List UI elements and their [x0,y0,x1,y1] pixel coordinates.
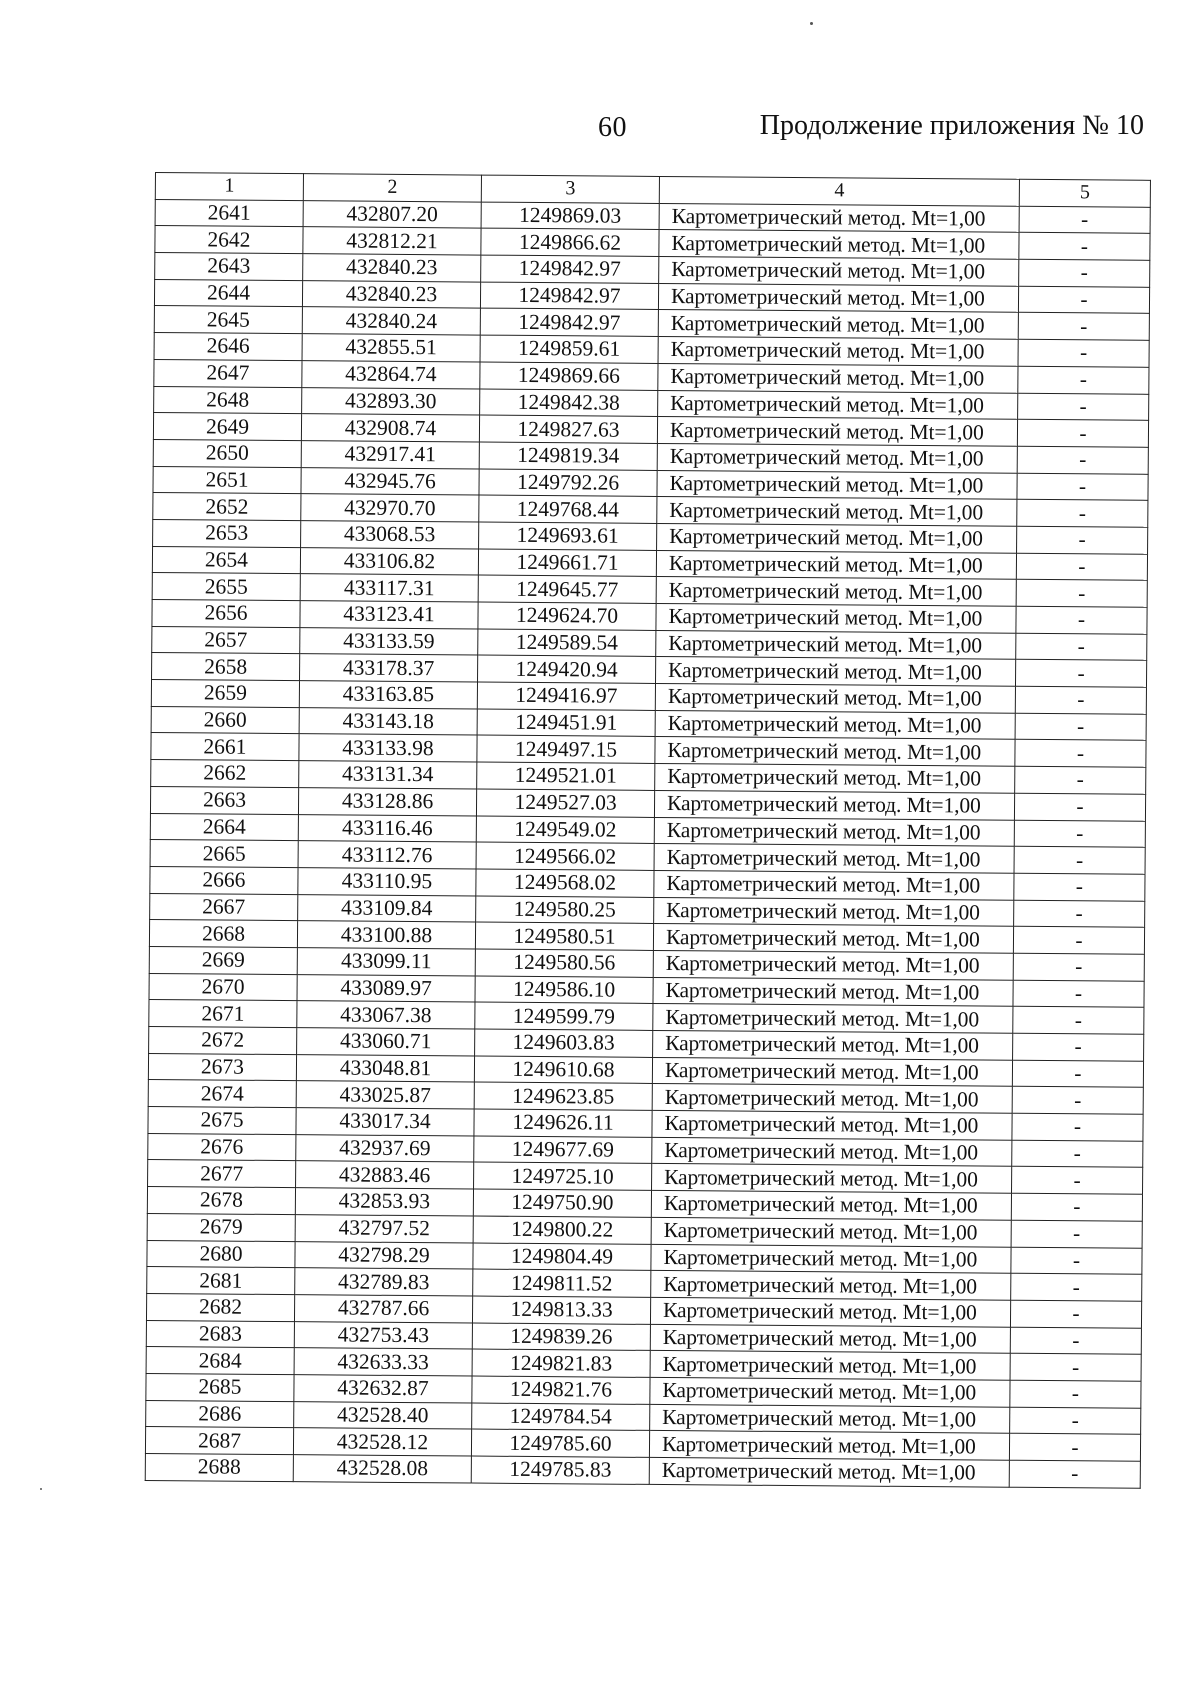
note-cell: - [1010,1407,1141,1435]
y-coordinate: 1249725.10 [474,1162,652,1190]
note-cell: - [1015,740,1146,768]
y-coordinate: 1249580.56 [475,949,653,977]
point-number: 2648 [154,386,302,414]
y-coordinate: 1249497.15 [477,735,655,763]
x-coordinate: 433133.59 [300,627,478,655]
method-cell: Картометрический метод. Mt=1,00 [654,870,1014,900]
point-number: 2657 [152,626,300,654]
point-number: 2666 [150,866,298,894]
y-coordinate: 1249750.90 [473,1189,651,1217]
method-cell: Картометрический метод. Mt=1,00 [657,443,1017,473]
note-cell: - [1017,500,1148,528]
method-cell: Картометрический метод. Mt=1,00 [655,764,1015,794]
y-coordinate: 1249813.33 [472,1296,650,1324]
x-coordinate: 432528.40 [294,1401,472,1429]
method-cell: Картометрический метод. Mt=1,00 [650,1324,1010,1354]
point-number: 2643 [155,253,303,281]
note-cell: - [1016,553,1147,581]
y-coordinate: 1249599.79 [475,1002,653,1030]
column-header-2: 2 [303,174,481,202]
table-body [145,199,1150,1488]
x-coordinate: 433112.76 [298,841,476,869]
point-number: 2682 [146,1293,294,1321]
note-cell: - [1017,446,1148,474]
point-number: 2641 [155,199,303,227]
method-cell: Картометрический метод. Mt=1,00 [659,203,1019,233]
note-cell: - [1013,1007,1144,1035]
x-coordinate: 433133.98 [299,734,477,762]
x-coordinate: 432753.43 [294,1321,472,1349]
y-coordinate: 1249800.22 [473,1216,651,1244]
point-number: 2678 [147,1187,295,1215]
x-coordinate: 433099.11 [297,948,475,976]
y-coordinate: 1249603.83 [475,1029,653,1057]
y-coordinate: 1249624.70 [478,602,656,630]
x-coordinate: 433116.46 [298,814,476,842]
x-coordinate: 433131.34 [299,761,477,789]
note-cell: - [1011,1247,1142,1275]
point-number: 2662 [151,760,299,788]
x-coordinate: 433143.18 [299,707,477,735]
method-cell: Картометрический метод. Mt=1,00 [653,977,1013,1007]
point-number: 2685 [146,1373,294,1401]
x-coordinate: 432945.76 [301,467,479,495]
y-coordinate: 1249549.02 [476,816,654,844]
y-coordinate: 1249416.97 [477,682,655,710]
column-header-5: 5 [1019,179,1150,207]
x-coordinate: 432633.33 [294,1348,472,1376]
point-number: 2671 [149,1000,297,1028]
method-cell: Картометрический метод. Mt=1,00 [659,230,1019,260]
y-coordinate: 1249866.62 [481,228,659,256]
note-cell: - [1013,927,1144,955]
x-coordinate: 433109.84 [298,894,476,922]
note-cell: - [1014,820,1145,848]
note-cell: - [1012,1060,1143,1088]
point-number: 2673 [148,1053,296,1081]
note-cell: - [1015,686,1146,714]
method-cell: Картометрический метод. Mt=1,00 [656,577,1016,607]
x-coordinate: 433067.38 [297,1001,475,1029]
method-cell: Картометрический метод. Mt=1,00 [658,363,1018,393]
y-coordinate: 1249693.61 [479,522,657,550]
point-number: 2672 [149,1026,297,1054]
method-cell: Картометрический метод. Mt=1,00 [649,1431,1009,1461]
x-coordinate: 432528.12 [293,1428,471,1456]
y-coordinate: 1249661.71 [478,549,656,577]
x-coordinate: 432917.41 [301,441,479,469]
method-cell: Картометрический метод. Mt=1,00 [658,337,1018,367]
y-coordinate: 1249869.03 [481,202,659,230]
note-cell: - [1013,980,1144,1008]
y-coordinate: 1249821.76 [472,1376,650,1404]
point-number: 2660 [151,706,299,734]
y-coordinate: 1249827.63 [479,415,657,443]
note-cell: - [1015,660,1146,688]
coordinates-table [145,172,1151,1488]
note-cell: - [1015,766,1146,794]
note-cell: - [1018,366,1149,394]
y-coordinate: 1249521.01 [477,762,655,790]
note-cell: - [1014,793,1145,821]
method-cell: Картометрический метод. Mt=1,00 [649,1457,1009,1487]
method-cell: Картометрический метод. Mt=1,00 [655,684,1015,714]
note-cell: - [1014,873,1145,901]
point-number: 2651 [153,466,301,494]
note-cell: - [1016,606,1147,634]
page-heading: Продолжение приложения № 10 [759,110,1144,141]
x-coordinate: 432797.52 [295,1214,473,1242]
x-coordinate: 432937.69 [296,1134,474,1162]
method-cell: Картометрический метод. Mt=1,00 [652,1137,1012,1167]
x-coordinate: 432840.23 [303,254,481,282]
point-number: 2663 [150,786,298,814]
method-cell: Картометрический метод. Mt=1,00 [658,390,1018,420]
point-number: 2679 [147,1213,295,1241]
x-coordinate: 433110.95 [298,868,476,896]
method-cell: Картометрический метод. Mt=1,00 [651,1271,1011,1301]
x-coordinate: 432840.24 [302,307,480,335]
method-cell: Картометрический метод. Mt=1,00 [651,1244,1011,1274]
method-cell: Картометрический метод. Mt=1,00 [657,497,1017,527]
method-cell: Картометрический метод. Mt=1,00 [651,1217,1011,1247]
x-coordinate: 432855.51 [302,334,480,362]
point-number: 2668 [149,920,297,948]
x-coordinate: 432864.74 [302,360,480,388]
x-coordinate: 432970.70 [301,494,479,522]
x-coordinate: 432883.46 [296,1161,474,1189]
note-cell: - [1010,1327,1141,1355]
x-coordinate: 432807.20 [303,200,481,228]
y-coordinate: 1249821.83 [472,1349,650,1377]
note-cell: - [1016,580,1147,608]
y-coordinate: 1249580.51 [475,922,653,950]
method-cell: Картометрический метод. Mt=1,00 [653,1030,1013,1060]
y-coordinate: 1249645.77 [478,575,656,603]
y-coordinate: 1249842.97 [480,282,658,310]
method-cell: Картометрический метод. Mt=1,00 [652,1057,1012,1087]
x-coordinate: 432893.30 [302,387,480,415]
note-cell: - [1012,1113,1143,1141]
note-cell: - [1014,900,1145,928]
x-coordinate: 433178.37 [300,654,478,682]
y-coordinate: 1249842.38 [480,389,658,417]
x-coordinate: 432528.08 [293,1455,471,1483]
y-coordinate: 1249527.03 [476,789,654,817]
method-cell: Картометрический метод. Mt=1,00 [653,1004,1013,1034]
y-coordinate: 1249819.34 [479,442,657,470]
column-header-3: 3 [481,175,659,203]
y-coordinate: 1249610.68 [474,1056,652,1084]
x-coordinate: 432840.23 [302,280,480,308]
x-coordinate: 433089.97 [297,974,475,1002]
x-coordinate: 432853.93 [295,1188,473,1216]
method-cell: Картометрический метод. Mt=1,00 [656,603,1016,633]
y-coordinate: 1249811.52 [473,1269,651,1297]
note-cell: - [1010,1300,1141,1328]
method-cell: Картометрический метод. Mt=1,00 [650,1377,1010,1407]
method-cell: Картометрический метод. Mt=1,00 [659,257,1019,287]
point-number: 2681 [147,1267,295,1295]
y-coordinate: 1249586.10 [475,976,653,1004]
y-coordinate: 1249785.60 [471,1429,649,1457]
method-cell: Картометрический метод. Mt=1,00 [656,630,1016,660]
note-cell: - [1014,846,1145,874]
note-cell: - [1013,953,1144,981]
x-coordinate: 433117.31 [300,574,478,602]
note-cell: - [1010,1380,1141,1408]
method-cell: Картометрический метод. Mt=1,00 [651,1191,1011,1221]
note-cell: - [1017,473,1148,501]
x-coordinate: 433060.71 [297,1028,475,1056]
note-cell: - [1009,1434,1140,1462]
y-coordinate: 1249859.61 [480,335,658,363]
point-number: 2683 [146,1320,294,1348]
point-number: 2665 [150,840,298,868]
point-number: 2650 [153,439,301,467]
y-coordinate: 1249451.91 [477,709,655,737]
note-cell: - [1012,1087,1143,1115]
x-coordinate: 433068.53 [301,521,479,549]
y-coordinate: 1249792.26 [479,469,657,497]
y-coordinate: 1249623.85 [474,1082,652,1110]
method-cell: Картометрический метод. Mt=1,00 [655,737,1015,767]
method-cell: Картометрический метод. Mt=1,00 [655,710,1015,740]
x-coordinate: 433048.81 [296,1054,474,1082]
note-cell: - [1011,1220,1142,1248]
method-cell: Картометрический метод. Mt=1,00 [650,1404,1010,1434]
point-number: 2667 [150,893,298,921]
x-coordinate: 433163.85 [299,681,477,709]
x-coordinate: 432789.83 [295,1268,473,1296]
note-cell: - [1018,339,1149,367]
point-number: 2658 [152,653,300,681]
method-cell: Картометрический метод. Mt=1,00 [650,1297,1010,1327]
y-coordinate: 1249768.44 [479,495,657,523]
method-cell: Картометрический метод. Mt=1,00 [657,470,1017,500]
point-number: 2655 [152,573,300,601]
note-cell: - [1015,713,1146,741]
note-cell: - [1009,1460,1140,1488]
point-number: 2687 [145,1427,293,1455]
point-number: 2670 [149,973,297,1001]
y-coordinate: 1249804.49 [473,1243,651,1271]
method-cell: Картометрический метод. Mt=1,00 [654,897,1014,927]
y-coordinate: 1249580.25 [476,896,654,924]
method-cell: Картометрический метод. Mt=1,00 [654,817,1014,847]
y-coordinate: 1249785.83 [471,1456,649,1484]
x-coordinate: 433017.34 [296,1108,474,1136]
x-coordinate: 433123.41 [300,601,478,629]
y-coordinate: 1249626.11 [474,1109,652,1137]
note-cell: - [1018,393,1149,421]
note-cell: - [1019,206,1150,234]
column-header-1: 1 [155,173,303,201]
note-cell: - [1017,419,1148,447]
point-number: 2686 [146,1400,294,1428]
method-cell: Картометрический метод. Mt=1,00 [658,283,1018,313]
point-number: 2642 [155,226,303,254]
note-cell: - [1019,259,1150,287]
y-coordinate: 1249784.54 [472,1403,650,1431]
point-number: 2680 [147,1240,295,1268]
x-coordinate: 433106.82 [300,547,478,575]
point-number: 2652 [153,493,301,521]
x-coordinate: 432908.74 [301,414,479,442]
column-header-4: 4 [659,176,1019,206]
note-cell: - [1019,233,1150,261]
method-cell: Картометрический метод. Mt=1,00 [654,790,1014,820]
note-cell: - [1016,633,1147,661]
method-cell: Картометрический метод. Mt=1,00 [652,1110,1012,1140]
point-number: 2661 [151,733,299,761]
x-coordinate: 433025.87 [296,1081,474,1109]
method-cell: Картометрический метод. Mt=1,00 [652,1084,1012,1114]
point-number: 2664 [150,813,298,841]
coordinates-table-wrapper [145,172,1150,1488]
note-cell: - [1017,526,1148,554]
page-number: 60 [598,112,627,143]
point-number: 2688 [145,1453,293,1481]
y-coordinate: 1249842.97 [481,255,659,283]
note-cell: - [1010,1354,1141,1382]
method-cell: Картометрический метод. Mt=1,00 [654,844,1014,874]
scan-speck [810,22,813,25]
point-number: 2669 [149,946,297,974]
y-coordinate: 1249839.26 [472,1323,650,1351]
method-cell: Картометрический метод. Mt=1,00 [653,950,1013,980]
x-coordinate: 433128.86 [298,787,476,815]
point-number: 2654 [152,546,300,574]
point-number: 2644 [154,279,302,307]
x-coordinate: 433100.88 [297,921,475,949]
note-cell: - [1018,286,1149,314]
note-cell: - [1011,1193,1142,1221]
point-number: 2659 [151,680,299,708]
x-coordinate: 432632.87 [294,1375,472,1403]
point-number: 2653 [153,519,301,547]
point-number: 2677 [148,1160,296,1188]
note-cell: - [1013,1033,1144,1061]
y-coordinate: 1249842.97 [480,308,658,336]
point-number: 2645 [154,306,302,334]
method-cell: Картометрический метод. Mt=1,00 [650,1351,1010,1381]
point-number: 2649 [153,413,301,441]
point-number: 2676 [148,1133,296,1161]
method-cell: Картометрический метод. Mt=1,00 [653,924,1013,954]
y-coordinate: 1249420.94 [478,655,656,683]
note-cell: - [1012,1140,1143,1168]
y-coordinate: 1249566.02 [476,842,654,870]
y-coordinate: 1249677.69 [474,1136,652,1164]
note-cell: - [1018,313,1149,341]
note-cell: - [1011,1273,1142,1301]
x-coordinate: 432798.29 [295,1241,473,1269]
method-cell: Картометрический метод. Mt=1,00 [656,550,1016,580]
note-cell: - [1012,1167,1143,1195]
point-number: 2675 [148,1107,296,1135]
x-coordinate: 432787.66 [294,1295,472,1323]
point-number: 2684 [146,1347,294,1375]
point-number: 2646 [154,333,302,361]
point-number: 2656 [152,599,300,627]
point-number: 2647 [154,359,302,387]
y-coordinate: 1249869.66 [480,362,658,390]
y-coordinate: 1249589.54 [478,629,656,657]
method-cell: Картометрический метод. Mt=1,00 [655,657,1015,687]
x-coordinate: 432812.21 [303,227,481,255]
method-cell: Картометрический метод. Mt=1,00 [652,1164,1012,1194]
method-cell: Картометрический метод. Mt=1,00 [657,417,1017,447]
y-coordinate: 1249568.02 [476,869,654,897]
scan-speck [40,1488,42,1490]
point-number: 2674 [148,1080,296,1108]
method-cell: Картометрический метод. Mt=1,00 [658,310,1018,340]
method-cell: Картометрический метод. Mt=1,00 [657,523,1017,553]
